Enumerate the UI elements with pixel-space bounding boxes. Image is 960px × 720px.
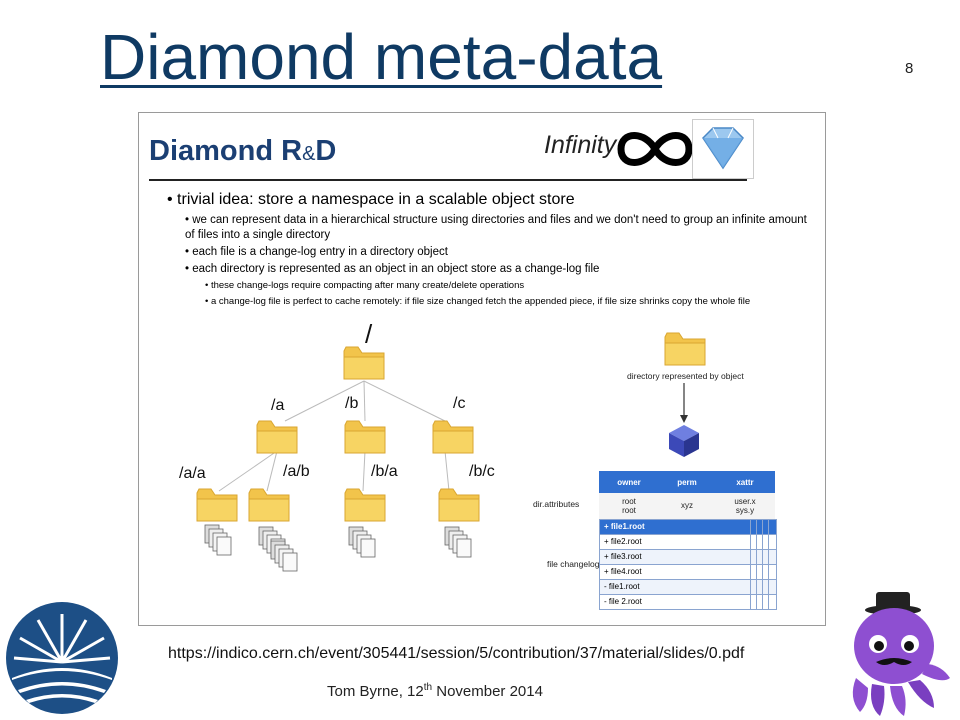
attributes-table — [599, 471, 775, 520]
footer-date: November 2014 — [432, 683, 543, 700]
octopus-mascot-icon — [838, 588, 954, 718]
directory-object-caption: directory represented by object — [627, 371, 744, 381]
tree-label-aa: /a/a — [179, 465, 206, 482]
embedded-title-end: D — [315, 135, 337, 167]
folder-icon — [433, 421, 473, 453]
tree-label-c: /c — [453, 395, 466, 412]
file-stack-icon — [349, 527, 375, 557]
changelog-entry: + file2.root — [600, 535, 776, 550]
tree-connectors — [219, 381, 449, 491]
folder-icon — [197, 489, 237, 521]
bullet-3: • each file is a change-log entry in a directory object — [185, 246, 448, 258]
value-owner: root root — [622, 496, 636, 515]
folder-icon — [345, 489, 385, 521]
file-stack-icon — [445, 527, 471, 557]
tree-label-ba: /b/a — [371, 463, 398, 480]
tree-label-ab: /a/b — [283, 463, 310, 480]
tree-label-root: / — [365, 319, 373, 349]
folder-icon — [439, 489, 479, 521]
value-perm: xyz — [681, 501, 693, 511]
dir-attributes-label: dir.attributes — [533, 499, 580, 509]
footer-sup: th — [423, 682, 433, 693]
attributes-value-row — [599, 493, 775, 519]
changelog-entry: - file1.root — [600, 580, 776, 595]
embedded-slide — [138, 112, 826, 626]
changelog-entry: + file1.root — [600, 520, 776, 535]
embedded-title-amp: & — [302, 143, 316, 165]
source-url[interactable]: https://indico.cern.ch/event/305441/session/5/contribution/37/material/slides/0.pdf — [168, 645, 745, 662]
stfc-logo — [4, 600, 120, 716]
bullet-4: • each directory is represented as an object in an object store as a change-log file — [185, 263, 600, 275]
file-stack-icon — [271, 541, 297, 571]
changelog-entry: + file3.root — [600, 550, 776, 565]
folder-icon — [665, 333, 705, 365]
changelog-entry: + file4.root — [600, 565, 776, 580]
file-changelog-label: file changelog — [547, 559, 600, 569]
header-xattr: xattr — [736, 477, 754, 487]
infinity-label: Infinity — [544, 131, 617, 159]
cube-icon — [669, 425, 699, 457]
bullet-5: • these change-logs require compacting after many create/delete operations — [205, 280, 525, 291]
bullet-1: • trivial idea: store a namespace in a scalable object store — [167, 191, 575, 208]
slide-footer — [327, 682, 543, 700]
slide-number: 8 — [905, 60, 914, 77]
attributes-header-row — [599, 471, 775, 493]
tree-label-b: /b — [345, 395, 359, 412]
changelog-entry: - file 2.root — [600, 595, 776, 609]
tree-label-bc: /b/c — [469, 463, 495, 480]
footer-author: Tom Byrne, 12 — [327, 683, 424, 700]
bullet-6: • a change-log file is perfect to cache remotely: if file size changed fetch the appended piece, if file size shrinks copy the whole file — [205, 296, 751, 307]
folder-icon — [344, 347, 384, 379]
header-perm: perm — [677, 477, 697, 487]
folder-icon — [345, 421, 385, 453]
value-xattr: user.x sys.y — [734, 496, 756, 515]
header-owner: owner — [617, 477, 641, 487]
folder-icon — [249, 489, 289, 521]
slide-title: Diamond meta-data — [100, 21, 663, 93]
file-stack-icon — [205, 525, 231, 555]
tree-label-a: /a — [271, 397, 285, 414]
changelog-list — [599, 519, 777, 610]
embedded-title-main: Diamond R — [149, 135, 303, 167]
folder-icon — [257, 421, 297, 453]
bullet-2: • we can represent data in a hierarchical structure using directories and files and we don't need to group an infinite amount of files into a single directory — [185, 214, 807, 241]
